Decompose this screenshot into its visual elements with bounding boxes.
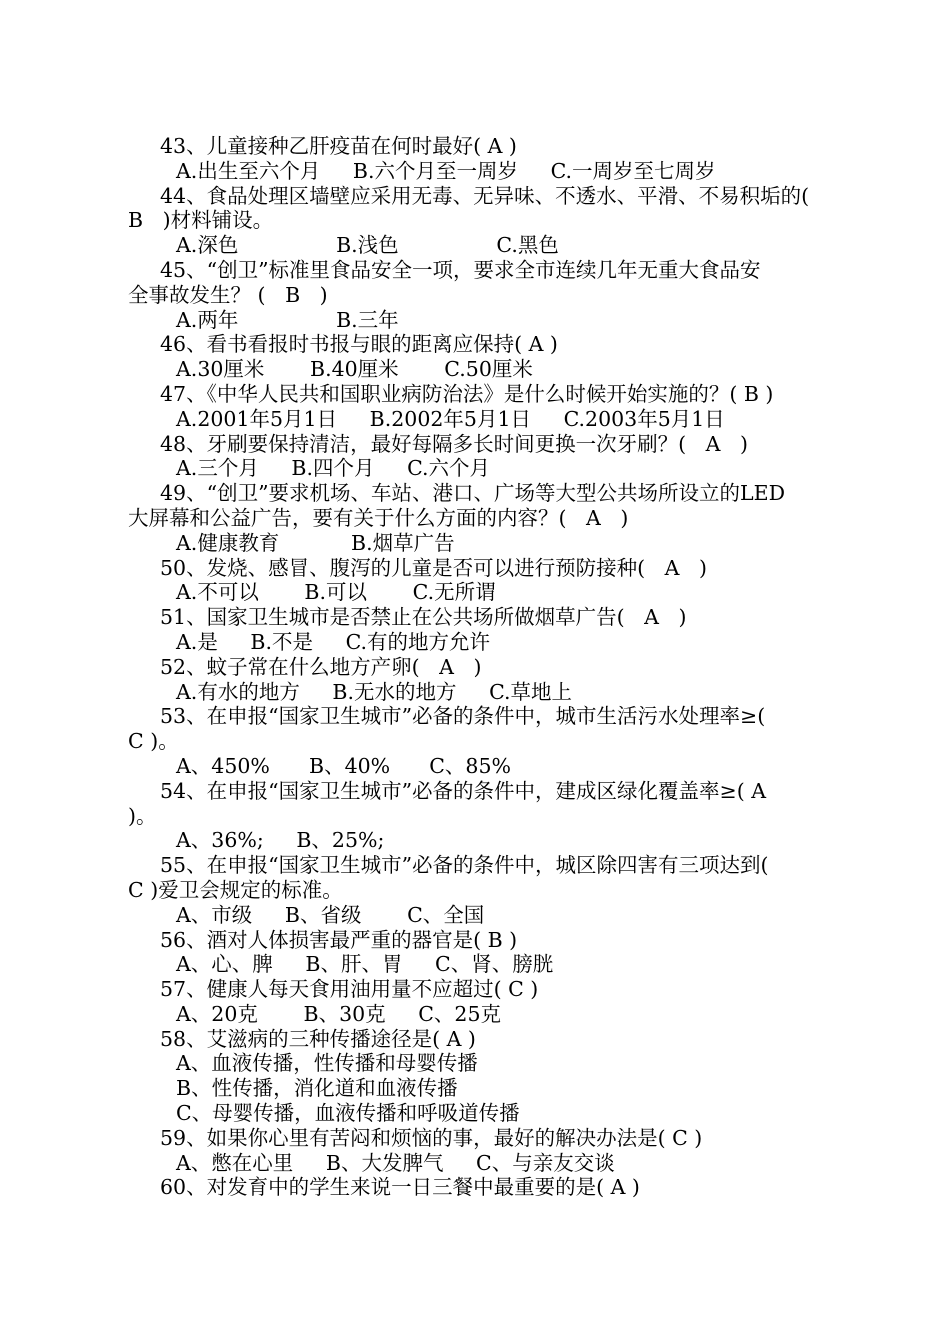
- question-line: 57、健康人每天食用油用量不应超过( C ): [160, 977, 539, 1002]
- question-line: 50、发烧、感冒、腹泻的儿童是否可以进行预防接种( A ): [160, 555, 707, 580]
- answer-options-line: A.是 B.不是 C.有的地方允许: [176, 629, 491, 654]
- answer-options-line: A.两年 B.三年: [176, 307, 399, 332]
- answer-options-line: A.2001年5月1日 B.2002年5月1日 C.2003年5月1日: [176, 406, 725, 431]
- answer-options-line: A、450% B、40% C、85%: [176, 753, 511, 778]
- answer-options-line: C、母婴传播，血液传播和呼吸道传播: [176, 1101, 520, 1126]
- question-line: 49、“创卫”要求机场、车站、港口、广场等大型公共场所设立的LED: [160, 481, 786, 506]
- answer-options-line: A.深色 B.浅色 C.黑色: [176, 233, 559, 258]
- question-line: 47、《中华人民共和国职业病防治法》是什么时候开始实施的？( B ): [160, 381, 774, 406]
- question-line: 53、在申报“国家卫生城市”必备的条件中，城市生活污水处理率≥(: [160, 704, 766, 729]
- answer-options-line: A.有水的地方 B.无水的地方 C.草地上: [176, 679, 573, 704]
- question-line: 58、艾滋病的三种传播途径是( A ): [160, 1026, 476, 1051]
- question-continuation-line: 大屏幕和公益广告，要有关于什么方面的内容？( A ): [128, 505, 629, 530]
- question-line: 52、蚊子常在什么地方产卵( A ): [160, 654, 482, 679]
- answer-options-line: B、性传播，消化道和血液传播: [176, 1076, 458, 1101]
- answer-options-line: A、20克 B、30克 C、25克: [176, 1001, 502, 1026]
- question-line: 56、酒对人体损害最严重的器官是( B ): [160, 927, 518, 952]
- question-line: 51、国家卫生城市是否禁止在公共场所做烟草广告( A ): [160, 605, 687, 630]
- answer-options-line: A、36%; B、25%;: [176, 828, 385, 853]
- answer-options-line: A.不可以 B.可以 C.无所谓: [176, 580, 496, 605]
- answer-options-line: A、市级 B、省级 C、全国: [176, 902, 485, 927]
- question-line: 55、在申报“国家卫生城市”必备的条件中，城区除四害有三项达到(: [160, 853, 769, 878]
- answer-options-line: A、血液传播，性传播和母婴传播: [176, 1051, 478, 1076]
- question-line: 48、牙刷要保持清洁，最好每隔多长时间更换一次牙刷？( A ): [160, 431, 748, 456]
- answer-options-line: A、憋在心里 B、大发脾气 C、与亲友交谈: [176, 1150, 615, 1175]
- question-continuation-line: C )爱卫会规定的标准。: [128, 877, 343, 902]
- question-line: 54、在申报“国家卫生城市”必备的条件中，建成区绿化覆盖率≥( A: [160, 778, 767, 803]
- question-line: 43、儿童接种乙肝疫苗在何时最好( A ): [160, 134, 517, 158]
- question-continuation-line: 全事故发生？ ( B ): [128, 282, 328, 307]
- answer-options-line: A.健康教育 B.烟草广告: [176, 530, 455, 555]
- answer-options-line: A、心、脾 B、肝、胃 C、肾、膀胱: [176, 952, 554, 977]
- question-continuation-line: C )。: [128, 729, 179, 754]
- question-line: 59、如果你心里有苦闷和烦恼的事，最好的解决办法是( C ): [160, 1125, 703, 1150]
- answer-options-line: A.30厘米 B.40厘米 C.50厘米: [176, 357, 533, 382]
- answer-options-line: A.出生至六个月 B.六个月至一周岁 C.一周岁至七周岁: [176, 158, 716, 183]
- question-line: 60、对发育中的学生来说一日三餐中最重要的是( A ): [160, 1175, 640, 1200]
- question-line: 44、食品处理区墙壁应采用无毒、无异味、不透水、平滑、不易积垢的(: [160, 183, 810, 208]
- question-line: 45、“创卫”标准里食品安全一项，要求全市连续几年无重大食品安: [160, 257, 761, 282]
- question-continuation-line: )。: [128, 803, 157, 828]
- answer-options-line: A.三个月 B.四个月 C.六个月: [176, 456, 491, 481]
- question-continuation-line: B )材料铺设。: [128, 208, 274, 233]
- question-line: 46、看书看报时书报与眼的距离应保持( A ): [160, 332, 558, 357]
